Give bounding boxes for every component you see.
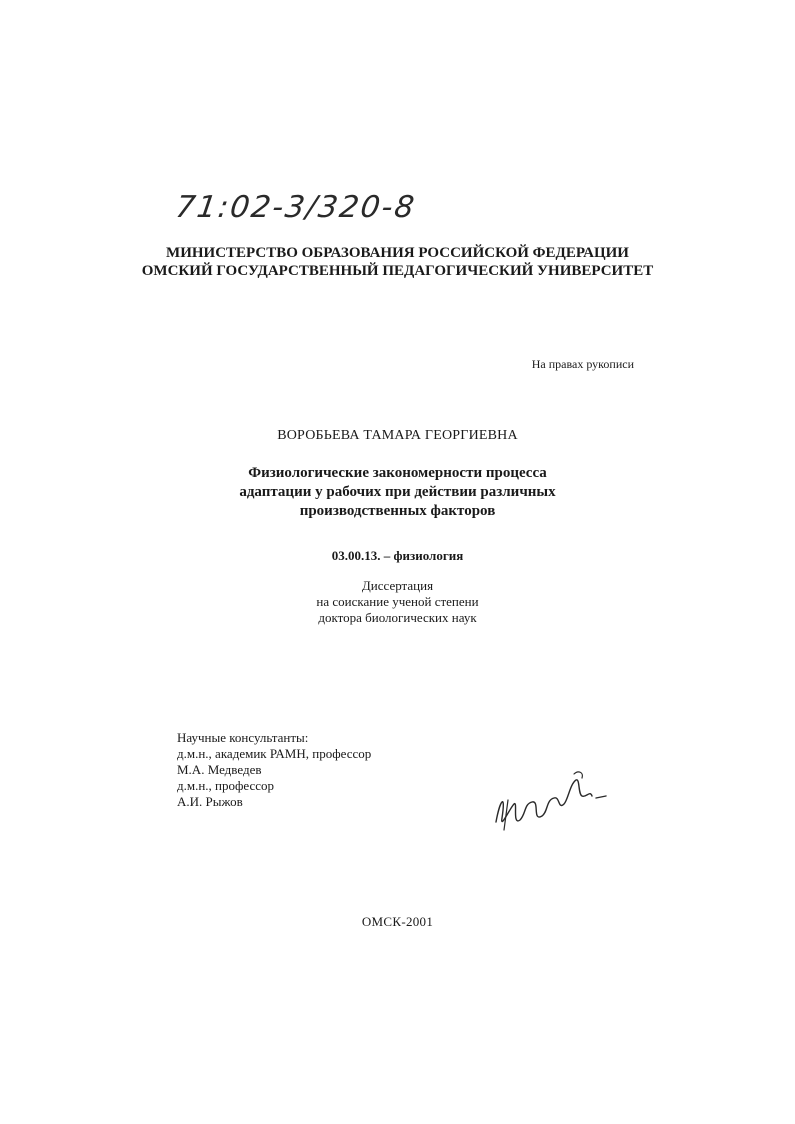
handwritten-signature <box>488 760 618 840</box>
title-line-2: адаптации у рабочих при действии различных <box>239 484 556 500</box>
institution-header <box>0 244 795 280</box>
degree-line-3: доктора биологических наук <box>318 610 477 625</box>
author-name: ВОРОБЬЕВА ТАМАРА ГЕОРГИЕВНА <box>277 428 518 443</box>
dissertation-title <box>0 464 795 521</box>
degree-statement <box>0 578 795 626</box>
degree-line-1: Диссертация <box>361 578 434 593</box>
consultant-1-title: д.м.н., академик РАМН, профессор <box>177 746 372 761</box>
consultant-1-name: М.А. Медведев <box>177 762 262 777</box>
university-name: ОМСКИЙ ГОСУДАРСТВЕННЫЙ ПЕДАГОГИЧЕСКИЙ УНИВЕРСИТЕТ <box>141 263 654 279</box>
consultants-block <box>177 730 371 810</box>
manuscript-note: На правах рукописи <box>531 357 634 371</box>
consultants-heading: Научные консультанты: <box>177 730 309 745</box>
ministry-name: МИНИСТЕРСТВО ОБРАЗОВАНИЯ РОССИЙСКОЙ ФЕДЕРАЦИИ <box>166 245 629 261</box>
archive-code: 71:02-3/320-8 <box>173 190 419 225</box>
title-line-3: производственных факторов <box>299 503 496 519</box>
consultant-2-name: А.И. Рыжов <box>177 794 243 809</box>
city-year: ОМСК-2001 <box>361 914 434 929</box>
specialty-code: 03.00.13. – физиология <box>331 548 464 563</box>
title-line-1: Физиологические закономерности процесса <box>248 465 547 481</box>
consultant-2-title: д.м.н., профессор <box>177 778 275 793</box>
degree-line-2: на соискание ученой степени <box>316 594 479 609</box>
